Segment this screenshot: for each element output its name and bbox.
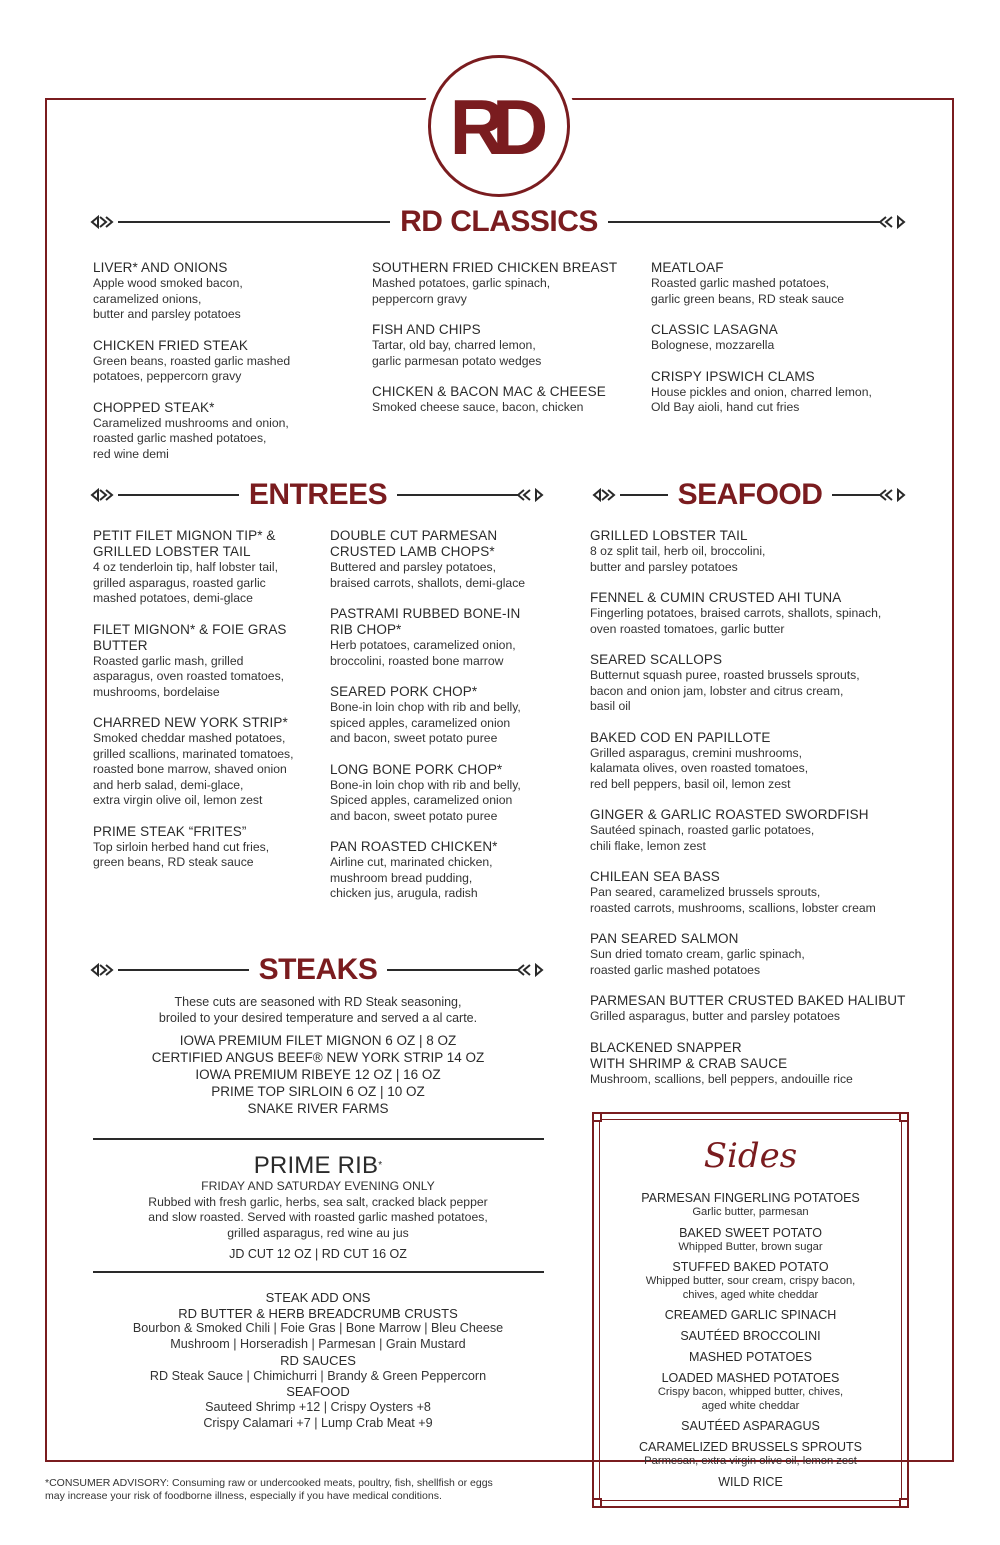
heading-rule bbox=[118, 221, 390, 223]
item-name: MEATLOAF bbox=[651, 260, 724, 275]
description-line: grilled asparagus, red wine au jus bbox=[227, 1225, 409, 1240]
seafood-title: SEAFOOD bbox=[677, 478, 823, 511]
menu-item bbox=[330, 762, 570, 825]
corner-ornament bbox=[899, 1112, 909, 1122]
side-item bbox=[594, 1226, 907, 1255]
item-name: RIB CHOP* bbox=[330, 622, 402, 637]
menu-item bbox=[651, 322, 911, 354]
classics-heading bbox=[90, 202, 908, 242]
side-item bbox=[594, 1260, 907, 1302]
entrees-heading bbox=[90, 475, 546, 515]
item-name: LIVER* AND ONIONS bbox=[93, 260, 228, 275]
item-name: PARMESAN BUTTER CRUSTED BAKED HALIBUT bbox=[590, 993, 906, 1008]
add-on-heading: SEAFOOD bbox=[286, 1384, 350, 1400]
menu-item bbox=[330, 528, 570, 591]
item-description: Sautéed spinach, roasted garlic potatoes, bbox=[590, 823, 815, 837]
item-description: grilled asparagus, roasted garlic bbox=[93, 575, 266, 590]
heading-rule bbox=[118, 969, 249, 971]
arrow-head-icon bbox=[518, 488, 546, 502]
menu-item bbox=[590, 1040, 910, 1088]
side-item bbox=[594, 1329, 907, 1344]
side-name: MASHED POTATOES bbox=[689, 1350, 812, 1364]
prime-rib-cuts: JD CUT 12 OZ | RD CUT 16 OZ bbox=[229, 1247, 407, 1261]
side-item bbox=[594, 1440, 907, 1469]
item-description: and herb salad, demi-glace, bbox=[93, 777, 244, 792]
item-name: FISH AND CHIPS bbox=[372, 322, 481, 337]
side-item bbox=[594, 1350, 907, 1365]
item-description: Top sirloin herbed hand cut fries, bbox=[93, 839, 270, 854]
item-description: Butternut squash puree, roasted brussels sprouts, bbox=[590, 668, 860, 682]
side-name: CREAMED GARLIC SPINACH bbox=[664, 1308, 837, 1322]
menu-item bbox=[93, 400, 363, 463]
prime-rib-asterisk: * bbox=[378, 1160, 383, 1171]
heading-rule bbox=[397, 494, 518, 496]
menu-item bbox=[590, 931, 910, 978]
prime-rib-subtitle: FRIDAY AND SATURDAY EVENING ONLY bbox=[201, 1179, 435, 1193]
item-name: WITH SHRIMP & CRAB SAUCE bbox=[590, 1055, 788, 1071]
menu-item bbox=[372, 384, 642, 416]
prime-rib-description bbox=[93, 1195, 543, 1242]
item-description: Mashed potatoes, garlic spinach, bbox=[372, 276, 551, 290]
item-name: CLASSIC LASAGNA bbox=[651, 322, 778, 337]
item-description: roasted bone marrow, shaved onion bbox=[93, 762, 287, 776]
seafood-column bbox=[590, 528, 910, 1102]
item-description: roasted carrots, mushrooms, scallions, lobster cream bbox=[590, 900, 876, 915]
entrees-column-2 bbox=[330, 528, 570, 917]
description-line: Rubbed with fresh garlic, herbs, sea salt, cracked black pepper bbox=[148, 1194, 488, 1209]
prime-rib-section bbox=[93, 1153, 543, 1263]
item-description: Bone-in loin chop with rib and belly, bbox=[330, 777, 521, 792]
side-item bbox=[594, 1308, 907, 1323]
classics-column-2 bbox=[372, 260, 642, 431]
item-name: BUTTER bbox=[93, 637, 148, 653]
menu-item bbox=[93, 528, 323, 607]
item-name: CHICKEN & BACON MAC & CHEESE bbox=[372, 384, 606, 399]
item-description: roasted garlic mashed potatoes bbox=[590, 962, 761, 977]
steak-cut: SNAKE RIVER FARMS bbox=[247, 1101, 389, 1116]
add-ons-section bbox=[93, 1290, 543, 1431]
item-description: Buttered and parsley potatoes, bbox=[330, 560, 496, 574]
item-description: garlic green beans, RD steak sauce bbox=[651, 291, 845, 306]
heading-rule bbox=[118, 494, 239, 496]
section-divider bbox=[93, 1271, 544, 1273]
arrow-fletching-icon bbox=[90, 963, 118, 977]
item-description: chili flake, lemon zest bbox=[590, 838, 706, 853]
consumer-advisory bbox=[45, 1477, 585, 1503]
item-description: mushrooms, bordelaise bbox=[93, 684, 220, 699]
item-description: garlic parmesan potato wedges bbox=[372, 353, 542, 368]
item-description: Smoked cheese sauce, bacon, chicken bbox=[372, 400, 584, 414]
item-name: GINGER & GARLIC ROASTED SWORDFISH bbox=[590, 807, 869, 822]
sides-box bbox=[592, 1112, 909, 1508]
menu-item bbox=[93, 260, 363, 323]
arrow-fletching-icon bbox=[90, 215, 118, 229]
classics-title: RD CLASSICS bbox=[400, 205, 598, 238]
item-description: extra virgin olive oil, lemon zest bbox=[93, 793, 263, 807]
side-description: Whipped Butter, brown sugar bbox=[678, 1240, 823, 1253]
steak-cut: IOWA PREMIUM RIBEYE 12 OZ | 16 OZ bbox=[195, 1067, 441, 1082]
menu-item bbox=[590, 993, 910, 1025]
item-description: Grilled asparagus, cremini mushrooms, bbox=[590, 745, 803, 760]
item-description: Green beans, roasted garlic mashed bbox=[93, 353, 291, 368]
advisory-line: *CONSUMER ADVISORY: Consuming raw or undercooked meats, poultry, fish, shellfish or eggs bbox=[45, 1477, 493, 1489]
steaks-title: STEAKS bbox=[258, 953, 378, 986]
description-line: and slow roasted. Served with roasted garlic mashed potatoes, bbox=[148, 1210, 488, 1224]
add-on-options: Sauteed Shrimp +12 | Crispy Oysters +8 bbox=[205, 1399, 431, 1414]
menu-item bbox=[330, 839, 570, 902]
side-name: WILD RICE bbox=[718, 1474, 783, 1489]
item-name: DOUBLE CUT PARMESAN bbox=[330, 528, 498, 543]
side-description: chives, aged white cheddar bbox=[682, 1288, 819, 1301]
item-name: CRUSTED LAMB CHOPS* bbox=[330, 544, 495, 559]
item-description: asparagus, oven roasted tomatoes, bbox=[93, 669, 285, 683]
menu-item bbox=[590, 652, 910, 715]
side-item bbox=[594, 1419, 907, 1434]
entrees-title: ENTREES bbox=[248, 478, 388, 511]
side-item bbox=[594, 1191, 907, 1220]
item-name: GRILLED LOBSTER TAIL bbox=[93, 544, 251, 559]
item-description: Roasted garlic mashed potatoes, bbox=[651, 276, 830, 290]
item-description: red bell peppers, basil oil, lemon zest bbox=[590, 776, 791, 791]
item-name: SEARED SCALLOPS bbox=[590, 652, 723, 667]
item-name: PAN SEARED SALMON bbox=[590, 931, 739, 946]
item-description: broccolini, roasted bone marrow bbox=[330, 653, 504, 668]
item-name: CHARRED NEW YORK STRIP* bbox=[93, 715, 288, 730]
menu-item bbox=[372, 322, 642, 369]
corner-ornament bbox=[899, 1498, 909, 1508]
item-name: FENNEL & CUMIN CRUSTED AHI TUNA bbox=[590, 590, 842, 605]
add-on-options: Crispy Calamari +7 | Lump Crab Meat +9 bbox=[203, 1415, 433, 1430]
item-description: Caramelized mushrooms and onion, bbox=[93, 415, 289, 430]
intro-line: broiled to your desired temperature and served a al carte. bbox=[158, 1011, 478, 1025]
item-description: Tartar, old bay, charred lemon, bbox=[372, 338, 536, 352]
item-description: red wine demi bbox=[93, 446, 169, 461]
item-description: House pickles and onion, charred lemon, bbox=[651, 384, 872, 399]
item-description: 4 oz tenderloin tip, half lobster tail, bbox=[93, 560, 278, 574]
entrees-column-1 bbox=[93, 528, 323, 886]
item-description: Bone-in loin chop with rib and belly, bbox=[330, 700, 521, 714]
side-item bbox=[594, 1371, 907, 1413]
arrow-head-icon bbox=[880, 215, 908, 229]
steak-cut: IOWA PREMIUM FILET MIGNON 6 OZ | 8 OZ bbox=[179, 1033, 457, 1048]
menu-item bbox=[590, 528, 910, 575]
item-description: caramelized onions, bbox=[93, 291, 202, 306]
item-description: butter and parsley potatoes bbox=[93, 307, 241, 321]
item-name: PETIT FILET MIGNON TIP* & bbox=[93, 528, 276, 543]
side-description: aged white cheddar bbox=[701, 1399, 800, 1412]
menu-item bbox=[590, 807, 910, 854]
add-on-heading: RD SAUCES bbox=[280, 1352, 356, 1368]
item-description: and bacon, sweet potato puree bbox=[330, 731, 498, 745]
item-description: mushroom bread pudding, bbox=[330, 870, 473, 885]
menu-item bbox=[93, 715, 323, 809]
menu-item bbox=[590, 869, 910, 916]
item-description: Fingerling potatoes, braised carrots, shallots, spinach, bbox=[590, 606, 882, 620]
item-description: Herb potatoes, caramelized onion, bbox=[330, 638, 516, 652]
menu-item bbox=[651, 369, 911, 416]
logo-text: RD bbox=[449, 82, 535, 171]
item-name: SEARED PORK CHOP* bbox=[330, 684, 478, 699]
item-description: Airline cut, marinated chicken, bbox=[330, 855, 493, 869]
item-description: grilled scallions, marinated tomatoes, bbox=[93, 746, 294, 761]
add-on-options: Mushroom | Horseradish | Parmesan | Grain Mustard bbox=[170, 1337, 466, 1352]
item-description: green beans, RD steak sauce bbox=[93, 855, 254, 869]
sides-title: Sides bbox=[703, 1136, 798, 1176]
item-description: Bolognese, mozzarella bbox=[651, 338, 775, 352]
item-name: BAKED COD EN PAPILLOTE bbox=[590, 729, 771, 745]
item-description: chicken jus, arugula, radish bbox=[330, 886, 478, 900]
menu-item bbox=[590, 730, 910, 793]
menu-item bbox=[651, 260, 911, 307]
classics-column-1 bbox=[93, 260, 363, 477]
arrow-fletching-icon bbox=[592, 488, 620, 502]
item-description: Grilled asparagus, butter and parsley potatoes bbox=[590, 1009, 840, 1023]
item-description: kalamata olives, oven roasted tomatoes, bbox=[590, 761, 809, 775]
sides-list bbox=[594, 1191, 907, 1496]
item-name: FILET MIGNON* & FOIE GRAS bbox=[93, 621, 287, 637]
steaks-section bbox=[93, 994, 543, 1117]
classics-column-3 bbox=[651, 260, 911, 431]
item-description: Apple wood smoked bacon, bbox=[93, 276, 243, 290]
add-on-heading: STEAK ADD ONS bbox=[265, 1290, 371, 1305]
item-name: CHILEAN SEA BASS bbox=[590, 869, 720, 884]
side-name: STUFFED BAKED POTATO bbox=[672, 1260, 829, 1274]
side-item bbox=[594, 1475, 907, 1490]
item-description: mashed potatoes, demi-glace bbox=[93, 591, 253, 605]
side-description: Garlic butter, parmesan bbox=[692, 1206, 809, 1218]
item-description: Mushroom, scallions, bell peppers, andouille rice bbox=[590, 1071, 853, 1086]
corner-ornament bbox=[592, 1112, 602, 1122]
heading-rule bbox=[387, 969, 518, 971]
heading-rule bbox=[832, 494, 880, 496]
side-name: SAUTÉED BROCCOLINI bbox=[680, 1329, 821, 1343]
heading-rule bbox=[608, 221, 880, 223]
item-name: CHICKEN FRIED STEAK bbox=[93, 337, 248, 353]
item-description: Smoked cheddar mashed potatoes, bbox=[93, 731, 286, 745]
side-name: BAKED SWEET POTATO bbox=[679, 1225, 822, 1240]
side-description: Parmesan, extra virgin olive oil, lemon zest bbox=[644, 1455, 857, 1467]
item-description: Pan seared, caramelized brussels sprouts, bbox=[590, 885, 821, 899]
item-name: PASTRAMI RUBBED BONE-IN bbox=[330, 606, 521, 621]
item-description: 8 oz split tail, herb oil, broccolini, bbox=[590, 544, 766, 558]
item-description: oven roasted tomatoes, garlic butter bbox=[590, 621, 785, 636]
seafood-heading bbox=[592, 475, 908, 515]
menu-item bbox=[330, 606, 570, 669]
item-description: spiced apples, caramelized onion bbox=[330, 715, 511, 730]
item-name: GRILLED LOBSTER TAIL bbox=[590, 528, 748, 543]
corner-ornament bbox=[592, 1498, 602, 1508]
heading-rule bbox=[620, 494, 668, 496]
section-divider bbox=[93, 1138, 544, 1140]
side-description: Whipped butter, sour cream, crispy bacon, bbox=[645, 1275, 856, 1287]
intro-line: These cuts are seasoned with RD Steak seasoning, bbox=[174, 995, 462, 1009]
item-description: peppercorn gravy bbox=[372, 291, 467, 306]
item-description: potatoes, peppercorn gravy bbox=[93, 369, 242, 383]
item-name: LONG BONE PORK CHOP* bbox=[330, 761, 503, 777]
menu-item bbox=[93, 622, 323, 701]
side-name: CARAMELIZED BRUSSELS SPROUTS bbox=[639, 1440, 862, 1454]
item-name: BLACKENED SNAPPER bbox=[590, 1039, 742, 1055]
item-description: Old Bay aioli, hand cut fries bbox=[651, 400, 800, 414]
steaks-heading bbox=[90, 950, 546, 990]
item-description: butter and parsley potatoes bbox=[590, 559, 738, 574]
item-description: basil oil bbox=[590, 699, 631, 713]
arrow-fletching-icon bbox=[90, 488, 118, 502]
item-description: braised carrots, shallots, demi-glace bbox=[330, 575, 526, 590]
item-description: Sun dried tomato cream, garlic spinach, bbox=[590, 947, 805, 961]
prime-rib-title-text: PRIME RIB bbox=[253, 1152, 379, 1179]
steak-cuts-list bbox=[93, 1032, 543, 1117]
side-name: LOADED MASHED POTATOES bbox=[661, 1371, 840, 1385]
add-on-heading: RD BUTTER & HERB BREADCRUMB CRUSTS bbox=[178, 1305, 458, 1321]
item-name: SOUTHERN FRIED CHICKEN BREAST bbox=[372, 260, 618, 275]
steaks-intro bbox=[93, 994, 543, 1026]
item-description: roasted garlic mashed potatoes, bbox=[93, 431, 267, 445]
side-name: PARMESAN FINGERLING POTATOES bbox=[641, 1191, 860, 1205]
side-name: SAUTÉED ASPARAGUS bbox=[681, 1419, 820, 1433]
rd-logo bbox=[428, 55, 570, 197]
menu-item bbox=[93, 824, 323, 871]
arrow-head-icon bbox=[880, 488, 908, 502]
steak-cut: CERTIFIED ANGUS BEEF® NEW YORK STRIP 14 OZ bbox=[151, 1050, 485, 1065]
add-on-options: RD Steak Sauce | Chimichurri | Brandy & Green Peppercorn bbox=[149, 1368, 487, 1383]
item-description: Spiced apples, caramelized onion bbox=[330, 793, 513, 807]
item-name: PRIME STEAK “FRITES” bbox=[93, 823, 247, 839]
menu-item bbox=[93, 338, 363, 385]
item-description: bacon and onion jam, lobster and citrus cream, bbox=[590, 683, 844, 698]
arrow-head-icon bbox=[518, 963, 546, 977]
add-on-options: Bourbon & Smoked Chili | Foie Gras | Bone Marrow | Bleu Cheese bbox=[132, 1321, 504, 1336]
item-description: and bacon, sweet potato puree bbox=[330, 808, 498, 823]
side-description: Crispy bacon, whipped butter, chives, bbox=[657, 1386, 844, 1398]
steak-cut: PRIME TOP SIRLOIN 6 OZ | 10 OZ bbox=[211, 1084, 425, 1099]
menu-item bbox=[330, 684, 570, 747]
prime-rib-title bbox=[93, 1153, 543, 1179]
menu-item bbox=[590, 590, 910, 637]
item-name: PAN ROASTED CHICKEN* bbox=[330, 839, 498, 854]
item-name: CRISPY IPSWICH CLAMS bbox=[651, 368, 815, 384]
advisory-line: may increase your risk of foodborne illness, especially if you have medical conditions. bbox=[45, 1490, 442, 1502]
item-description: Roasted garlic mash, grilled bbox=[93, 653, 244, 668]
menu-item bbox=[372, 260, 642, 307]
item-name: CHOPPED STEAK* bbox=[93, 399, 215, 415]
